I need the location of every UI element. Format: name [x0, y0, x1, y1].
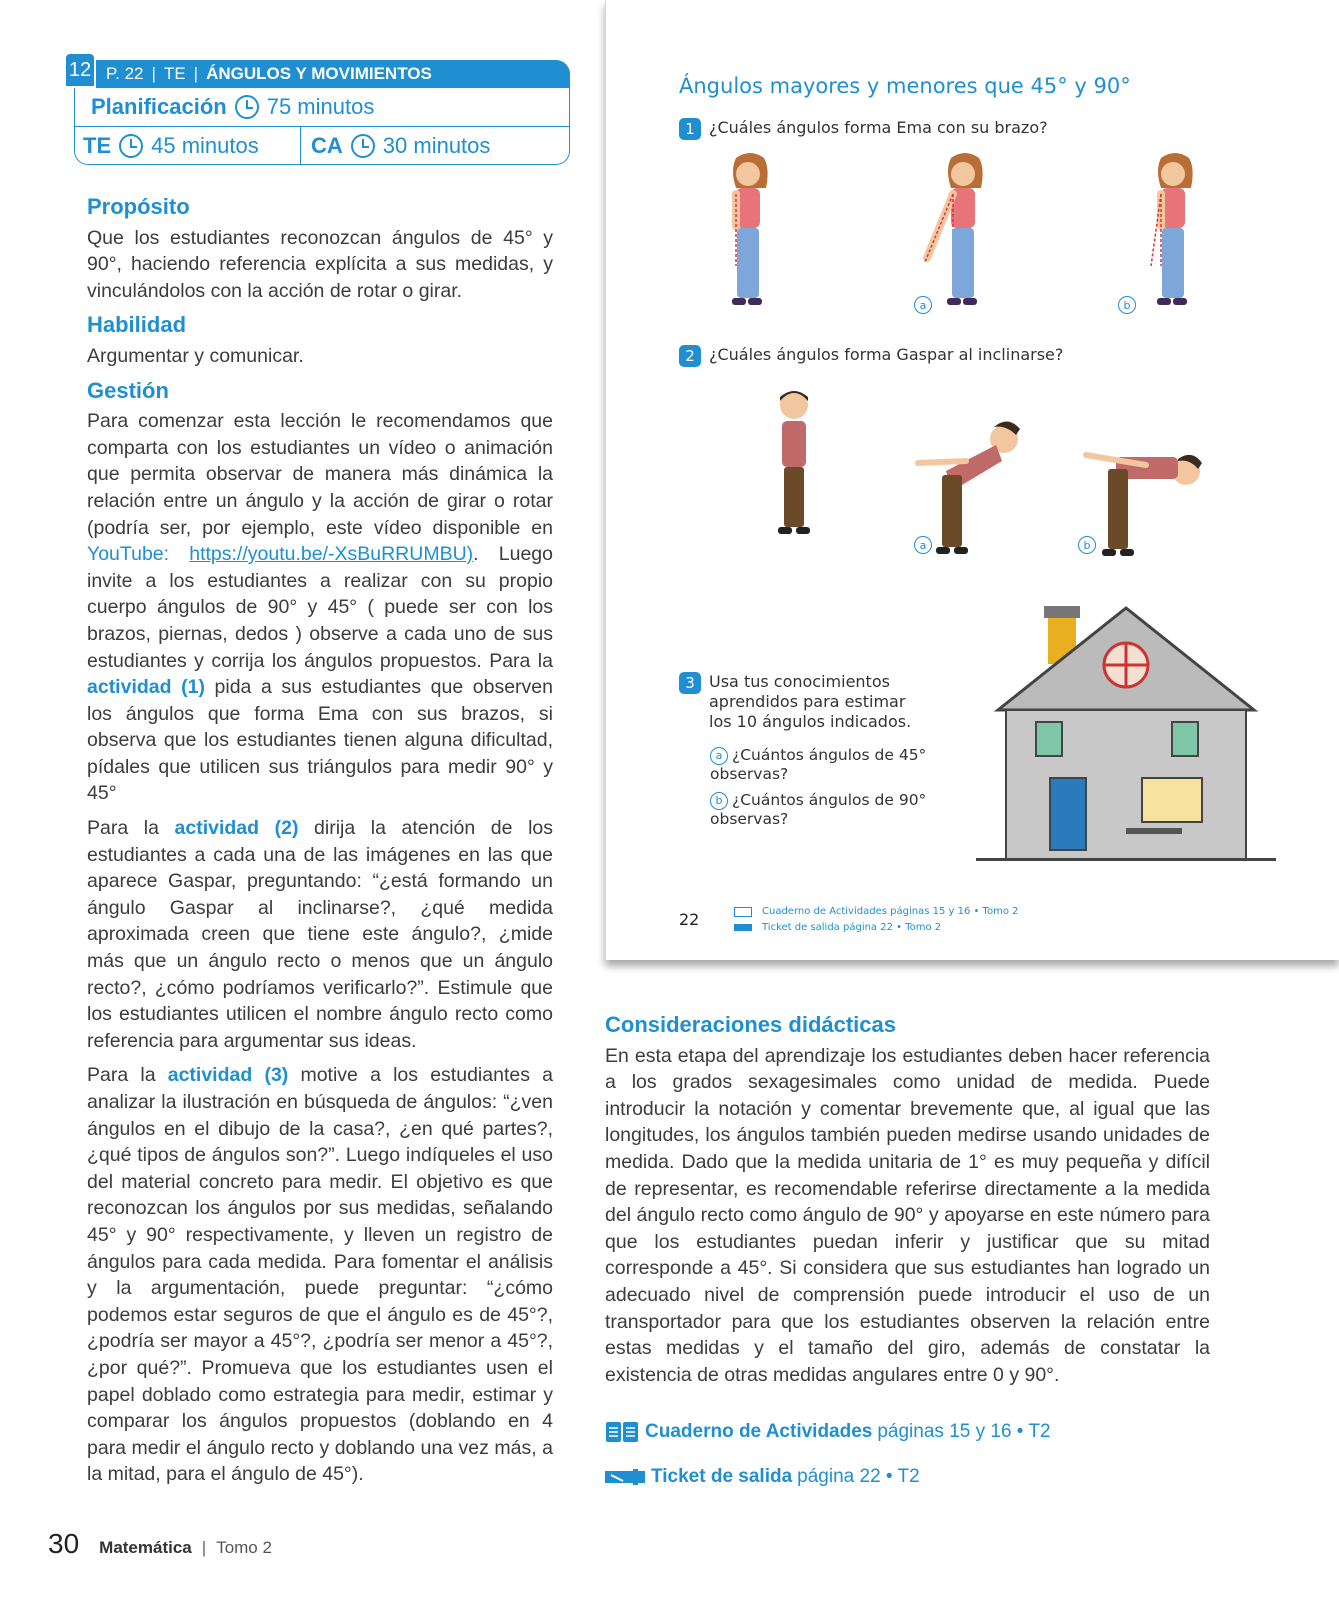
lesson-title: ÁNGULOS Y MOVIMIENTOS — [206, 64, 432, 83]
gestion-heading: Gestión — [87, 377, 169, 403]
te-ref: TE — [163, 64, 186, 83]
question-3 — [679, 672, 919, 732]
planning-time: 75 minutos — [266, 94, 375, 119]
lesson-header-bar — [64, 60, 570, 88]
ref-text: páginas 15 y 16 • T2 — [877, 1421, 1051, 1442]
time-split-row — [75, 126, 569, 164]
proposito-text: Que los estudiantes reconozcan ángulos de 45° y 90°, haciendo referencia explícita a sus medidas, y vinculándolos con la acción de rotar o girar. — [87, 226, 553, 302]
didactic-text: En esta etapa del aprendizaje los estudiantes deben hacer referencia a los grados sexagesimales como unidad de medida. Puede introducir la notación y comentar brevemente que, al igual que las longitudes, los ángulos también pueden medirse usando unidades de medida. Dado que la medida unitaria de 1° es muy pequeña y difícil de representar, es recomendable referirse directamente a la medida del ángulo recto como ángulo de 90° y apoyarse en este número para que los estudiantes puedan inferir y justificar que su mitad corresponde a 45°. Si considera que sus estudiantes han logrado un adecuado nivel de comprensión puede introducir el uso de un transportador para que los estudiantes observen la relación entre estas medidas y el tamaño del giro, además de constatar la existencia de otras medidas angulares entre 0 y 90°. — [605, 1044, 1210, 1386]
habilidad-text: Argumentar y comunicar. — [87, 344, 304, 367]
clock-icon — [235, 95, 259, 119]
habilidad-heading: Habilidad — [87, 312, 187, 338]
exit-ticket-ref — [605, 1466, 920, 1488]
header-separator: | — [151, 64, 156, 83]
text-run: dirija la atención de los estudiantes a cada una de las imágenes en las que aparece Gaspar, preguntando: “¿está formando un ángulo Gaspar al inclinarse?, ¿qué medida aproximada creen que tiene este ángulo?, ¿mide más que un ángulo recto o menos que un ángulo recto?, ¿cómo podríamos verificarlo?”. Estimule que los estudiantes utilicen el nombre ángulo recto como referencia para argumentar sus ideas. — [87, 817, 553, 1052]
house-illustration — [976, 600, 1316, 880]
question-number: 2 — [679, 345, 701, 367]
gestion-paragraph-2 — [87, 815, 553, 1054]
question-text: ¿Cuáles ángulos forma Gaspar al inclinarse? — [709, 345, 1064, 364]
label-b: b — [1118, 296, 1136, 314]
ref-bold: Ticket de salida — [651, 1466, 793, 1487]
gestion-paragraph-1 — [87, 408, 553, 807]
left-column — [87, 190, 553, 1496]
gestion-paragraph-3 — [87, 1062, 553, 1488]
text-run: . Luego invite a los estudiantes a realizar con su propio cuerpo ángulos de 90° y 45° ( puede ser con los brazos, piernas, dedos ) observe a cada uno de sus estudiantes y corrija los ángulos propuestos. Para la — [87, 543, 553, 672]
text-run: Para la — [87, 817, 175, 840]
book-page-number: 22 — [679, 910, 700, 929]
question-number: 1 — [679, 118, 701, 140]
youtube-link[interactable]: https://youtu.be/-XsBuRRUMBU) — [189, 543, 474, 566]
label-b: b — [1078, 536, 1096, 554]
activity-book-ref — [605, 1420, 1051, 1444]
gaspar-figure-b — [1086, 455, 1202, 556]
ema-figure-a — [925, 153, 983, 305]
te-label: TE — [83, 132, 112, 158]
label-a: a — [914, 536, 932, 554]
book-icon — [734, 907, 752, 917]
header-separator: | — [193, 64, 199, 83]
ema-figure-b — [1151, 153, 1193, 305]
activity-1-ref: actividad (1) — [87, 676, 205, 699]
book-footer-text: Ticket de salida página 22 • Tomo 2 — [762, 922, 942, 933]
label-b: b — [710, 792, 728, 810]
clock-icon — [119, 134, 143, 158]
clock-icon — [351, 134, 375, 158]
gaspar-figure-standing — [778, 391, 810, 534]
ca-time: 30 minutos — [382, 132, 491, 158]
question-3a — [710, 746, 950, 784]
planning-label: Planificación — [91, 94, 227, 119]
ticket-icon — [734, 924, 752, 931]
proposito-heading: Propósito — [87, 194, 190, 219]
ema-figure-standing — [732, 153, 768, 305]
activity-3-ref: actividad (3) — [167, 1064, 289, 1087]
label-a: a — [914, 296, 932, 314]
book-title: Ángulos mayores y menores que 45° y 90° — [679, 74, 1131, 98]
book-footer-activity — [734, 906, 1018, 917]
question-text: ¿Cuántos ángulos de 90° observas? — [710, 791, 927, 828]
question-number: 3 — [679, 672, 701, 694]
ref-text: página 22 • T2 — [797, 1466, 920, 1487]
ref-bold: Cuaderno de Actividades — [645, 1421, 873, 1442]
ema-illustrations — [706, 148, 1306, 323]
activity-2-ref: actividad (2) — [174, 817, 299, 840]
question-3b — [710, 791, 950, 829]
subject-name: Matemática — [99, 1538, 192, 1557]
planning-box — [74, 88, 570, 165]
book-footer-ticket — [734, 922, 941, 933]
text-run: motive a los estudiantes a analizar la ilustración en búsqueda de ángulos: “¿ven ángulos en el dibujo de la casa?, ¿en qué partes?, ¿qué tipos de ángulos son?”. Luego indíqueles el uso del material concreto para medir. El objetivo es que reconozcan los ángulos por sus medidas, señalando 45° y 90° respectivamente, y lleven un registro de ángulos para cada medida. Para fomentar el análisis y la argumentación, puede preguntar: “¿cómo podemos estar seguros de que el ángulo es de 45°?, ¿podría ser mayor a 45°?, ¿podría ser menor a 45°?, ¿por qué?”. Promueva que los estudiantes usen el papel doblado como estrategia para medir, estimar y comparar los ángulos propuestos (doblando en 4 para medir el ángulo recto y doblando una vez más, a la mitad, para el ángulo de 45°). — [87, 1064, 553, 1486]
text-run: Para la — [87, 1064, 168, 1087]
page-footer — [48, 1528, 272, 1560]
question-1 — [679, 118, 1048, 140]
ticket-icon — [605, 1467, 645, 1487]
planning-row — [75, 88, 569, 126]
lesson-number: 12 — [64, 52, 96, 88]
gaspar-figure-a — [918, 421, 1020, 554]
question-text: ¿Cuáles ángulos forma Ema con su brazo? — [709, 118, 1048, 137]
page-number: 30 — [48, 1528, 80, 1559]
book-footer-text: Cuaderno de Actividades páginas 15 y 16 • Tomo 2 — [762, 906, 1019, 917]
volume-name: Tomo 2 — [216, 1538, 272, 1557]
question-2 — [679, 345, 1063, 367]
student-book-page — [605, 0, 1339, 960]
te-time: 45 minutos — [151, 132, 259, 158]
book-icon — [605, 1420, 639, 1444]
youtube-label: YouTube: — [87, 543, 190, 566]
lesson-header — [64, 60, 570, 165]
ca-label: CA — [311, 132, 343, 158]
text-run: pida a sus estudiantes que observen los ángulos que forma Ema con sus brazos, si observa que los estudiantes tienen alguna dificultad, pídales que utilicen sus triángulos para medir 90° y 45° — [87, 676, 553, 805]
footer-separator: | — [201, 1538, 207, 1557]
didactic-heading: Consideraciones didácticas — [605, 1012, 896, 1037]
didactic-considerations — [605, 1012, 1210, 1388]
question-text: Usa tus conocimientos aprendidos para estimar los 10 ángulos indicados. — [709, 672, 912, 731]
page-ref: P. 22 — [106, 64, 144, 83]
text-run: Para comenzar esta lección le recomendamos que comparta con los estudiantes un vídeo o animación que permita observar de manera más dinámica la relación entre un ángulo y la acción de girar o rotar (podría ser, por ejemplo, este vídeo disponible en — [87, 410, 553, 539]
label-a: a — [710, 747, 728, 765]
gaspar-illustrations — [756, 385, 1236, 560]
question-text: ¿Cuántos ángulos de 45° observas? — [710, 746, 927, 783]
